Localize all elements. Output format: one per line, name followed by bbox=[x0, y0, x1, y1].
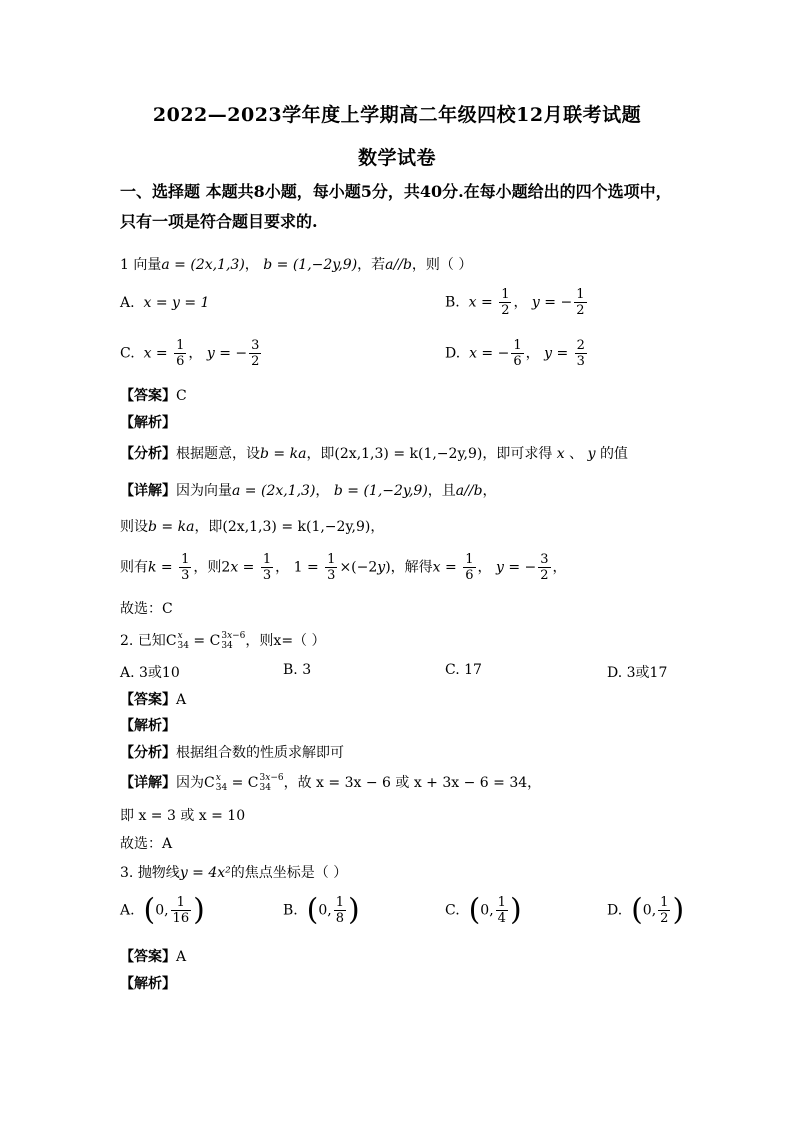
q3-option-d: D. (0, $\frac{1}{2}$ ) bbox=[607, 892, 685, 928]
q2-detail-1: 【详解】因为C x 34 = C 3x−6 34 ，故 x = 3x − 6 或 x + 3x − 6 = 34， bbox=[120, 773, 542, 793]
q1-detail-2: 则设b = ka，即(2x,1,3) = k(1,−2y,9)， bbox=[120, 519, 385, 535]
q3-option-a: A. (0, $\frac{1}{16}$ ) bbox=[120, 892, 205, 928]
section-heading-line1: 一、选择题 本题共8小题，每小题5分，共40分.在每小题给出的四个选项中， bbox=[120, 182, 672, 201]
q1-cond: ，若 bbox=[357, 257, 386, 273]
q2-option-b: B. 3 bbox=[283, 662, 312, 678]
exam-title: 2022—2023学年度上学期高二年级四校12月联考试题 bbox=[152, 104, 642, 126]
q2-option-d: D. 3或17 bbox=[607, 665, 668, 681]
q1-vector-a: a = (2x,1,3) bbox=[161, 257, 245, 273]
q2-analysis-label: 【解析】 bbox=[120, 718, 176, 734]
q1-analysis-label: 【解析】 bbox=[120, 415, 176, 431]
q1-parallel: a//b bbox=[385, 257, 412, 273]
q2-answer: 【答案】A bbox=[120, 692, 187, 708]
q1-number: 1 bbox=[120, 257, 129, 273]
q2-stem: 2. 已知C x 34 = C 3x−6 34 ，则x=（ ） bbox=[120, 631, 326, 651]
q3-option-c: C. (0, $\frac{1}{4}$ ) bbox=[445, 892, 522, 928]
q1-stem-end: ，则（ ） bbox=[411, 257, 473, 273]
q2-option-a: A. 3或10 bbox=[120, 665, 180, 681]
q1-option-b: B. x = $\frac{1}{2}$ ， y = − $\frac{1}{2}$ bbox=[445, 287, 585, 318]
q2-detail-2: 即 x = 3 或 x = 10 bbox=[120, 808, 246, 824]
q3-answer: 【答案】A bbox=[120, 949, 187, 965]
section-heading-line2: 只有一项是符合题目要求的. bbox=[120, 212, 318, 231]
q1-vector-b: b = (1,−2y,9) bbox=[263, 257, 358, 273]
q1-answer: 【答案】C bbox=[120, 388, 187, 404]
q1-detail-3: 则有k = $\frac{1}{3}$ ，则2x = $\frac{1}{3}$ ， 1 = $\frac{1}{3}$ ×(−2y)，解得x = $\frac{1}{6}$ ， y = − $\frac{3}{2}$ ， bbox=[120, 552, 567, 583]
q1-analysis: 【分析】根据题意，设b = ka，即(2x,1,3) = k(1,−2y,9)，即可求得 x 、 y 的值 bbox=[120, 446, 628, 462]
q2-choose: 故选：A bbox=[120, 836, 173, 852]
q3-stem: 3. 抛物线y = 4x²的焦点坐标是（ ） bbox=[120, 865, 348, 881]
q2-analyze: 【分析】根据组合数的性质求解即可 bbox=[120, 745, 344, 761]
q1-choose: 故选：C bbox=[120, 601, 173, 617]
q1-stem-prefix: 向量 bbox=[133, 257, 162, 273]
q1-stem: 1 向量a = (2x,1,3)， b = (1,−2y,9)，若a//b，则（ ） bbox=[120, 257, 473, 273]
q1-option-d: D. x = − $\frac{1}{6}$ ， y = $\frac{2}{3}$ bbox=[445, 338, 585, 369]
exam-subtitle: 数学试卷 bbox=[357, 147, 436, 169]
q1-detail-1: 【详解】因为向量a = (2x,1,3)， b = (1,−2y,9)，且a//b， bbox=[120, 483, 497, 499]
q1-option-a: A. x = y = 1 bbox=[120, 295, 210, 311]
q1-option-c: C. x = $\frac{1}{6}$ ， y = − $\frac{3}{2}$ bbox=[120, 338, 260, 369]
q2-option-c: C. 17 bbox=[445, 662, 482, 678]
q3-option-b: B. (0, $\frac{1}{8}$ ) bbox=[283, 892, 360, 928]
q3-analysis-label: 【解析】 bbox=[120, 976, 176, 992]
